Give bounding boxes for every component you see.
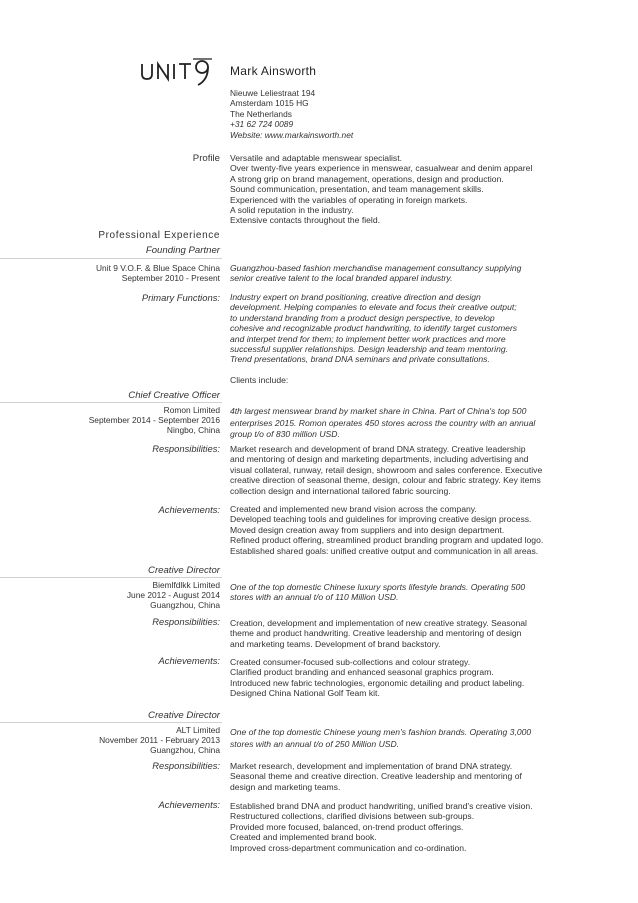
divider [0, 258, 222, 259]
job-title: Chief Creative Officer [128, 390, 220, 401]
description-line: senior creative talent to the local branded apparel industry. [230, 273, 453, 284]
contact-address: Nieuwe Leliestraat 194 [230, 88, 316, 98]
section-line: design and marketing teams. [230, 781, 341, 792]
section-line: Provided more focused, balanced, on-trend product offerings. [230, 821, 464, 832]
person-name: Mark Ainsworth [230, 64, 317, 78]
divider [0, 722, 222, 723]
profile-line: Experienced with the variables of operating in foreign markets. [230, 194, 468, 205]
section-line: Market research, development and implementation of brand DNA strategy. [230, 761, 513, 771]
description-line: stores with an annual t/o of 110 Million USD. [230, 592, 399, 603]
section-text [230, 657, 615, 699]
section-line: Clarified product branding and enhanced seasonal graphics program. [230, 667, 494, 678]
description-line: One of the top domestic Chinese young men's fashion brands. Operating 3,000 [230, 727, 532, 737]
job-period: September 2014 - September 2016 [88, 415, 220, 425]
job-description [230, 582, 615, 603]
section-label: Responsibilities: [152, 616, 220, 627]
job-company: Biemlfdlkk Limited [152, 580, 220, 590]
section-line: Moved design creation away from suppliers and into design department. [230, 524, 505, 535]
profile-line: Extensive contacts throughout the field. [230, 215, 381, 226]
section-line: cohesive and recognizable product handwriting, to identify target customers [230, 323, 518, 334]
profile-label: Profile [192, 153, 220, 164]
experience-heading: Professional Experience [98, 230, 220, 241]
section-text [230, 292, 615, 386]
section-line: and mentoring of design and marketing departments, including advertising and [230, 454, 529, 465]
section-line: Introduced new fabric technologies, ergonomic detailing and product labeling. [230, 677, 525, 688]
profile-line: A strong grip on brand management, operations, design and production. [230, 173, 504, 184]
job-location: Guangzhou, China [150, 745, 220, 755]
section-text [230, 618, 615, 649]
job-company: ALT Limited [176, 725, 220, 735]
section-text [230, 761, 615, 792]
section-text [230, 801, 615, 853]
job-location: Ningbo, China [166, 425, 220, 435]
section-label: Achievements: [158, 655, 220, 666]
job-period: September 2010 - Present [121, 273, 220, 283]
profile-line: A solid reputation in the industry. [230, 205, 354, 216]
profile-line: Over twenty-five years experience in menswear, casualwear and denim apparel [230, 163, 533, 174]
job-company: Romon Limited [163, 405, 220, 415]
job-title: Creative Director [148, 565, 220, 576]
section-line: Market research and development of brand DNA strategy. Creative leadership [230, 444, 526, 454]
description-line: One of the top domestic Chinese luxury sports lifestyle brands. Operating 500 [230, 582, 526, 592]
job-location: Guangzhou, China [150, 600, 220, 610]
section-line: Developed teaching tools and guidelines for improving creative design process. [230, 514, 532, 525]
section-line: theme and product handwriting. Creative leadership and mentoring of design [230, 628, 522, 639]
divider [0, 402, 222, 403]
contact-phone: +31 62 724 0089 [230, 119, 294, 130]
section-line: Refined product offering, streamlined product branding program and updated logo. [230, 535, 544, 546]
contact-block [230, 88, 353, 140]
job-period: June 2012 - August 2014 [126, 590, 220, 600]
job-description [230, 726, 615, 750]
job-description [230, 406, 615, 441]
section-line: Created and implemented new brand vision across the company. [230, 504, 477, 514]
section-label: Achievements: [158, 504, 220, 515]
section-text [230, 444, 615, 496]
profile-text [230, 153, 615, 226]
job-period: November 2011 - February 2013 [99, 735, 220, 745]
section-line: collection design and international tailored fabric sourcing. [230, 485, 451, 496]
section-text [230, 504, 615, 556]
job-title: Founding Partner [145, 245, 220, 256]
section-label: Primary Functions: [141, 292, 220, 303]
section-line: creative direction of seasonal theme, design, colour and fabric strategy. Key items [230, 475, 541, 486]
description-line: 4th largest menswear brand by market share in China. Part of China's top 500 [230, 406, 527, 416]
section-line: Trend presentations, brand DNA seminars and private consultations. [230, 354, 490, 365]
logo-mark [140, 56, 220, 88]
job-company: Unit 9 V.O.F. & Blue Space China [96, 263, 220, 273]
section-label: Achievements: [158, 799, 220, 810]
contact-country: The Netherlands [230, 108, 292, 119]
section-line: Restructured collections, clarified divisions between sub-groups. [230, 811, 475, 822]
section-line: Created and implemented brand book. [230, 832, 377, 843]
section-line: to understand branding from a product design perspective, to develop [230, 312, 495, 323]
contact-website[interactable]: Website: www.markainsworth.net [230, 129, 354, 140]
section-line: Creation, development and implementation of new creative strategy. Seasonal [230, 618, 527, 628]
profile-line: Sound communication, presentation, and team management skills. [230, 184, 484, 195]
profile-line: Versatile and adaptable menswear specialist. [230, 153, 402, 163]
section-line: Designed China National Golf Team kit. [230, 688, 380, 699]
section-line: visual collateral, runway, retail design, showroom and sales conference. Executive [230, 464, 543, 475]
section-line: Established shared goals: unified creative output and communication in all areas. [230, 545, 539, 556]
section-line: Clients include: [230, 375, 289, 386]
section-label: Responsibilities: [152, 760, 220, 771]
logo [140, 56, 220, 86]
contact-city: Amsterdam 1015 HG [230, 98, 309, 109]
divider [0, 577, 222, 578]
description-line: group t/o of 830 million USD. [230, 429, 340, 439]
section-line [230, 365, 615, 375]
description-line: Guangzhou-based fashion merchandise management consultancy supplying [230, 263, 522, 273]
description-line: enterprises 2015. Romon operates 450 stores across the country with an annual [230, 417, 536, 428]
section-label: Responsibilities: [152, 443, 220, 454]
description-line: stores with an annual t/o of 250 Million USD. [230, 739, 400, 749]
job-title: Creative Director [148, 710, 220, 721]
job-description [230, 263, 615, 284]
section-line: successful supplier relationships. Design leadership and team mentoring. [230, 344, 509, 355]
section-line: development. Helping companies to elevate and focus their creative output; [230, 302, 517, 313]
section-line: Improved cross-department communication and co-ordination. [230, 842, 467, 853]
section-line: and interpet trend for them; to implement better work practices and more [230, 333, 506, 344]
section-line: Seasonal theme and creative direction. Creative leadership and mentoring of [230, 771, 522, 782]
section-line: Industry expert on brand positioning, creative direction and design [230, 292, 481, 302]
section-line: and marketing teams. Development of brand backstory. [230, 638, 441, 649]
section-line: Created consumer-focused sub-collections and colour strategy. [230, 657, 471, 667]
section-line: Established brand DNA and product handwriting, unified brand's creative vision. [230, 801, 533, 811]
